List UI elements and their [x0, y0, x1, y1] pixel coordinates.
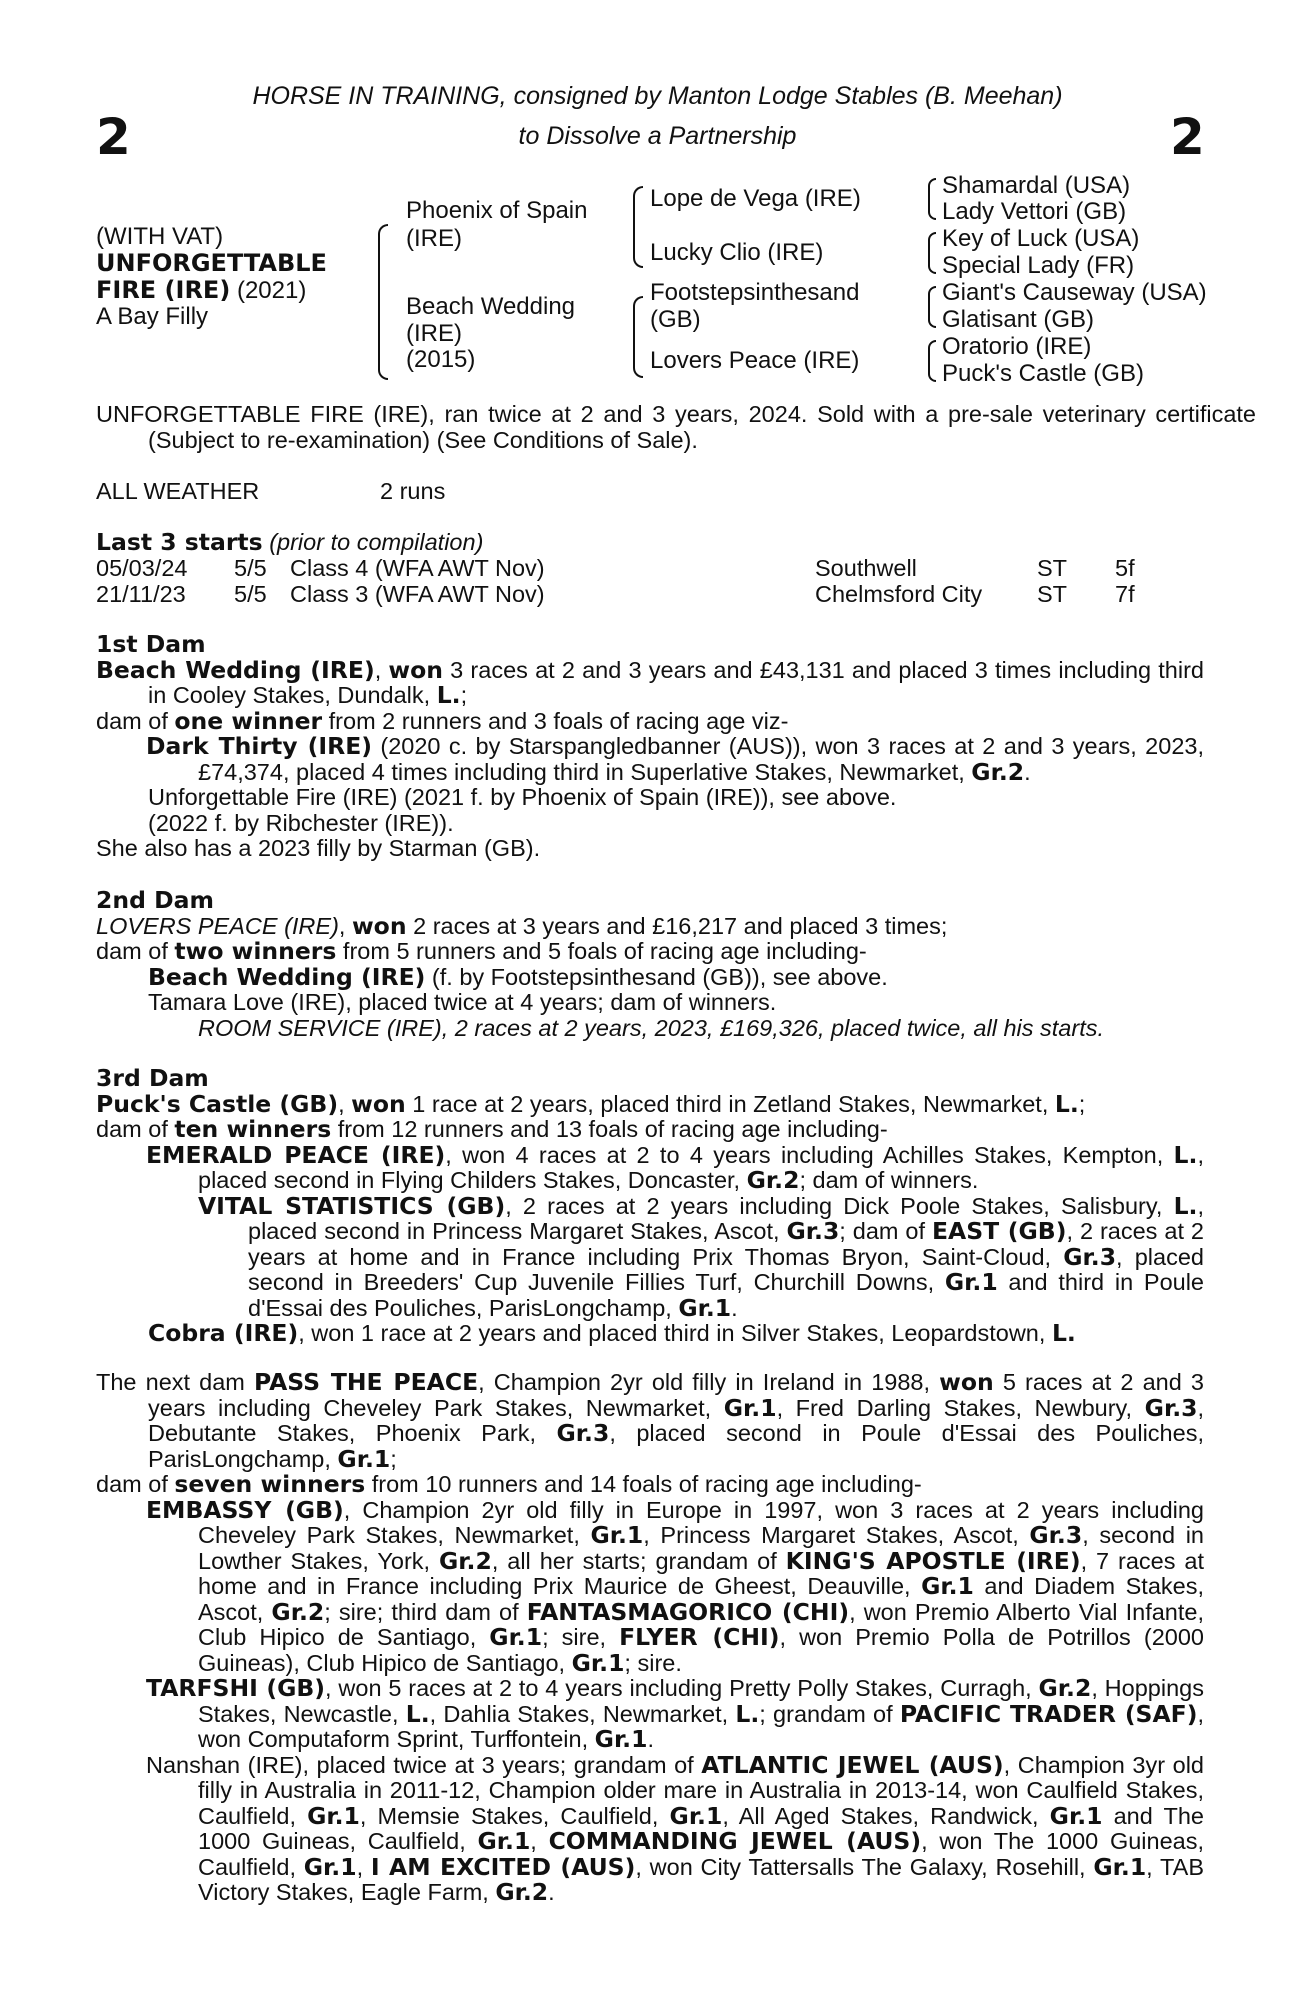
dam2-foal-1: Beach Wedding (IRE) (f. by Footstepsinthesand (GB)), see above.: [148, 962, 888, 991]
dam: Beach Wedding: [406, 293, 576, 320]
run-pos: 5/5: [234, 580, 267, 607]
vat-label: (WITH VAT): [96, 223, 224, 250]
dam1-section: [96, 632, 1204, 862]
dam3-line1: Puck's Castle (GB), won 1 race at 2 years, placed third in Zetland Stakes, Newmarket, L.;: [96, 1089, 1086, 1118]
dam1-title: 1st Dam: [96, 630, 206, 658]
table-row: [96, 556, 1135, 582]
horse-name-line1: UNFORGETTABLE: [96, 249, 327, 277]
sds: Key of Luck (USA): [942, 225, 1140, 252]
last3-table: [96, 556, 1135, 607]
horse-description: A Bay Filly: [96, 303, 209, 330]
last3-heading: [96, 530, 483, 556]
run-race: Class 4 (WFA AWT Nov): [290, 555, 545, 581]
dam2-foal-3: ROOM SERVICE (IRE), 2 races at 2 years, 2023, £169,326, placed twice, all his starts.: [198, 1014, 1105, 1041]
next-dam-line2: dam of seven winners from 10 runners and 14 foals of racing age including-: [96, 1470, 922, 1498]
table-row: [96, 582, 1135, 608]
dam2-line2: dam of two winners from 5 runners and 5 foals of racing age including-: [96, 937, 867, 965]
next-tarfshi: TARFSHI (GB), won 5 races at 2 to 4 years including Pretty Polly Stakes, Curragh, Gr.2, Hoppings Stakes, Newcastle, L., Dahlia Stakes, Newmarket, L.; grandam of PACIFIC TRADER (SAF), won Computaform Sprint, Turffontein, Gr.1.: [146, 1674, 1204, 1753]
dam1-foal-2: Unforgettable Fire (IRE) (2021 f. by Phoenix of Spain (IRE)), see above.: [148, 784, 897, 810]
dam-sire-country: (GB): [650, 306, 701, 333]
dam2-foal-2: Tamara Love (IRE), placed twice at 4 years; dam of winners.: [148, 989, 777, 1015]
dss: Giant's Causeway (USA): [942, 279, 1207, 306]
sire-country: (IRE): [406, 225, 462, 252]
pedigree-brace-2a: [633, 186, 643, 268]
dam3-title: 3rd Dam: [96, 1064, 209, 1092]
dam1-foal-1: Dark Thirty (IRE) (2020 c. by Starspangledbanner (AUS)), won 3 races at 2 and 3 years, 2023, £74,374, placed 4 times including third in Superlative Stakes, Newmarket, Gr.2.: [146, 732, 1204, 786]
dds: Oratorio (IRE): [942, 333, 1092, 360]
ddd: Puck's Castle (GB): [942, 360, 1144, 387]
ssd: Lady Vettori (GB): [942, 198, 1127, 225]
sss: Shamardal (USA): [942, 172, 1131, 199]
lot-number-right: 2: [1170, 108, 1205, 166]
dam3-emerald-peace: EMERALD PEACE (IRE), won 4 races at 2 to 4 years including Achilles Stakes, Kempton, L., placed second in Flying Childers Stakes, Doncaster, Gr.2; dam of winners.: [146, 1140, 1204, 1194]
next-dam-line1: The next dam PASS THE PEACE, Champion 2yr old filly in Ireland in 1988, won 5 races at 2 and 3 years including Cheveley Park Stakes, Newmarket, Gr.1, Fred Darling Stakes, Newbury, Gr.3, Debutante Stakes, Phoenix Park, Gr.3, placed second in Poule d'Essai des Pouliches, ParisLongchamp, Gr.1;: [96, 1368, 1205, 1473]
dam3-section: [96, 1066, 1204, 1347]
run-date: 21/11/23: [96, 580, 186, 607]
dsd: Glatisant (GB): [942, 306, 1095, 333]
sdd: Special Lady (FR): [942, 252, 1135, 279]
dam3-cobra: Cobra (IRE), won 1 race at 2 years and placed third in Silver Stakes, Leopardstown, L.: [148, 1319, 1076, 1347]
header-line-1: HORSE IN TRAINING, consigned by Manton Lodge Stables (B. Meehan): [252, 82, 1063, 110]
dam2-section: [96, 888, 1204, 1041]
run-pos: 5/5: [234, 555, 267, 581]
last3-note: (prior to compilation): [269, 529, 484, 555]
dam1-foal-3: (2022 f. by Ribchester (IRE)).: [148, 809, 454, 836]
run-date: 05/03/24: [96, 555, 188, 581]
run-dist: 7f: [1115, 580, 1135, 607]
sire-sire: Lope de Vega (IRE): [650, 185, 861, 212]
last3-title: Last 3 starts: [96, 528, 263, 556]
dam1-line6: She also has a 2023 filly by Starman (GB).: [96, 835, 541, 861]
pedigree-brace-1: [378, 224, 388, 380]
surface-runs: 2 runs: [380, 478, 446, 504]
pedigree-brace-2b: [633, 296, 643, 378]
horse-year: (2021): [236, 277, 307, 304]
horse-name-line2: [96, 277, 306, 304]
next-dam-section: [96, 1370, 1204, 1906]
run-course: Southwell: [815, 555, 917, 581]
pedigree-brace-3c: [928, 286, 936, 328]
run-course: Chelmsford City: [815, 580, 983, 607]
pedigree-brace-3a: [928, 178, 936, 220]
sire: Phoenix of Spain: [406, 197, 588, 224]
surface-label: ALL WEATHER: [96, 478, 260, 504]
dam1-line1: Beach Wedding (IRE), won 3 races at 2 and 3 years and £43,131 and placed 3 times including third in Cooley Stakes, Dundalk, L.;: [96, 655, 1204, 709]
dam-country: (IRE): [406, 320, 462, 347]
lot-number-left: 2: [96, 108, 131, 166]
next-nanshan: Nanshan (IRE), placed twice at 3 years; grandam of ATLANTIC JEWEL (AUS), Champion 3yr old filly in Australia in 2011-12, Champion older mare in Australia in 2013-14, won Caulfield Stakes, Caulfield, Gr.1, Memsie Stakes, Caulfield, Gr.1, All Aged Stakes, Randwick, Gr.1 and The 1000 Guineas, Caulfield, Gr.1, COMMANDING JEWEL (AUS), won The 1000 Guineas, Caulfield, Gr.1, I AM EXCITED (AUS), won City Tattersalls The Galaxy, Rosehill, Gr.1, TAB Victory Stakes, Eagle Farm, Gr.2.: [146, 1750, 1205, 1906]
dam-year: (2015): [406, 346, 476, 373]
intro-text: UNFORGETTABLE FIRE (IRE), ran twice at 2 and 3 years, 2024. Sold with a pre-sale veterinary certificate (Subject to re-examination) (See Conditions of Sale).: [96, 401, 1256, 453]
dam3-line2: dam of ten winners from 12 runners and 13 foals of racing age including-: [96, 1115, 888, 1143]
header-line-2: to Dissolve a Partnership: [518, 122, 797, 150]
dam1-line2: dam of one winner from 2 runners and 3 foals of racing age viz-: [96, 706, 789, 735]
dam-dam: Lovers Peace (IRE): [650, 347, 860, 374]
run-race: Class 3 (WFA AWT Nov): [290, 580, 545, 607]
sire-dam: Lucky Clio (IRE): [650, 239, 824, 266]
run-going: ST: [1037, 580, 1068, 607]
pedigree-brace-3b: [928, 232, 936, 274]
dam-sire: Footstepsinthesand: [650, 279, 860, 306]
run-dist: 5f: [1115, 555, 1135, 581]
run-going: ST: [1037, 555, 1068, 581]
dam2-line1: LOVERS PEACE (IRE), won 2 races at 3 years and £16,217 and placed 3 times;: [96, 911, 948, 940]
pedigree-brace-3d: [928, 340, 936, 382]
dam2-title: 2nd Dam: [96, 886, 214, 914]
next-embassy: EMBASSY (GB), Champion 2yr old filly in Europe in 1997, won 3 races at 2 years including Cheveley Park Stakes, Newmarket, Gr.1, Princess Margaret Stakes, Ascot, Gr.3, second in Lowther Stakes, York, Gr.2, all her starts; grandam of KING'S APOSTLE (IRE), 7 races at home and in France including Prix Maurice de Gheest, Deauville, Gr.1 and Diadem Stakes, Ascot, Gr.2; sire; third dam of FANTASMAGORICO (CHI), won Premio Alberto Vial Infante, Club Hipico de Santiago, Gr.1; sire, FLYER (CHI), won Premio Polla de Potrillos (2000 Guineas), Club Hipico de Santiago, Gr.1; sire.: [146, 1495, 1205, 1677]
dam3-vital-statistics: VITAL STATISTICS (GB), 2 races at 2 years including Dick Poole Stakes, Salisbury, L., placed second in Princess Margaret Stakes, Ascot, Gr.3; dam of EAST (GB), 2 races at 2 years at home and in France including Prix Thomas Bryon, Saint-Cloud, Gr.3, placed second in Breeders' Cup Juvenile Fillies Turf, Churchill Downs, Gr.1 and third in Poule d'Essai des Pouliches, ParisLongchamp, Gr.1.: [198, 1191, 1204, 1322]
horse-name-part2: FIRE (IRE): [96, 276, 231, 304]
